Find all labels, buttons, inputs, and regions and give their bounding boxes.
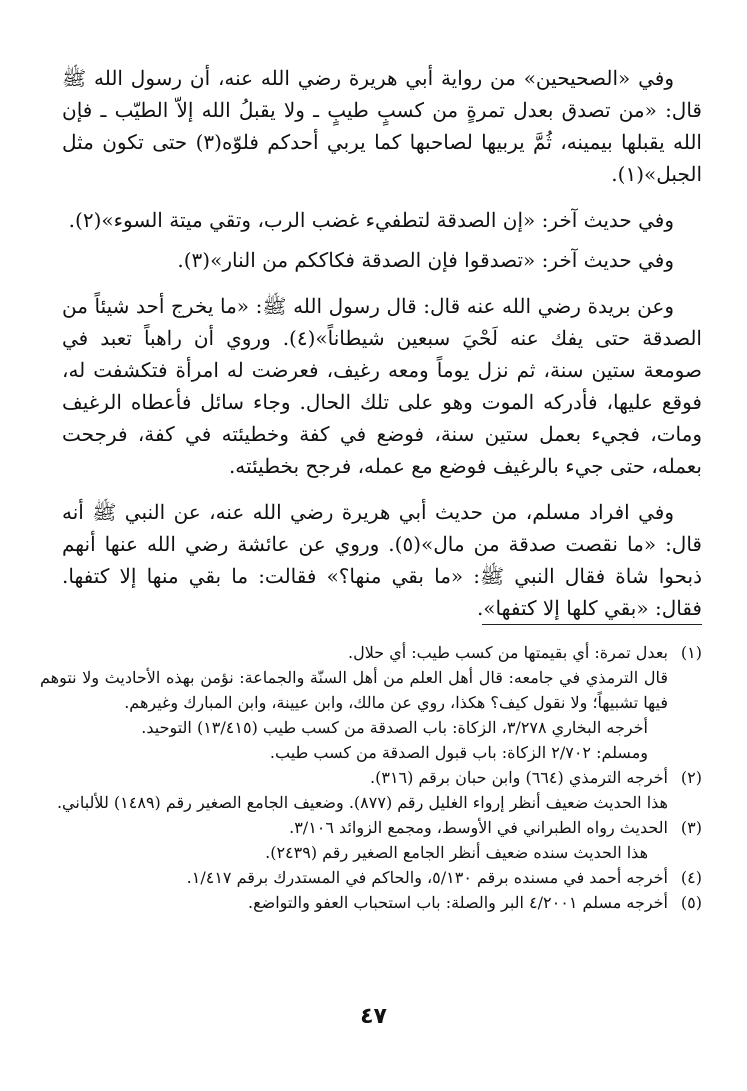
paragraph-sahihayn: وفي «الصحيحين» من رواية أبي هريرة رضي الله عنه، أن رسول الله ﷺ قال: «من تصدق بعدل تمرةٍ من كسبٍ طيبٍ ـ ولا يقبلُ الله إلاّ الطيّب ـ فإن الله يقبلها بيمينه، ثُمَّ يربيها لصاحبها كما يربي أحدكم فلوّه(٣) حتى تكون مثل الجبل»(١).	[62, 66, 702, 186]
footnote-1-tirmidhi: قال الترمذي في جامعه: قال أهل العلم من أهل السنّة والجماعة: نؤمن بهذه الأحاديث ولا نتوهم فيها تشبيهاً؛ ولا نقول كيف؟ هكذا، روي عن مالك، وابن عيينة، وابن المبارك وغيرهم.	[40, 668, 668, 712]
footnote-1-muslim: ومسلم: ٢/٧٠٢ الزكاة: باب قبول الصدقة من كسب طيب.	[269, 743, 648, 762]
footnote-3-grading: هذا الحديث سنده ضعيف أنظر الجامع الصغير رقم (٢٤٣٩).	[265, 843, 648, 862]
paragraph-hadith-ghadab: وفي حديث آخر: «إن الصدقة لتطفيء غضب الرب، وتقي ميتة السوء»(٢).	[68, 208, 674, 232]
footnote-3	[40, 815, 702, 840]
footnote-number: (١)	[680, 643, 702, 662]
footnote-text: الحديث رواه الطبراني في الأوسط، ومجمع الزوائد ٣/١٠٦.	[289, 818, 668, 837]
footnote-4	[40, 865, 702, 890]
footnote-text: أخرجه الترمذي (٦٦٤) وابن حبان برقم (٣١٦).	[370, 768, 668, 787]
footnotes	[40, 640, 702, 915]
footnote-text: بعدل تمرة: أي بقيمتها من كسب طيب: أي حلال.	[348, 643, 668, 662]
footnote-number: (٣)	[680, 818, 702, 837]
paragraph-hadith-fikak: وفي حديث آخر: «تصدقوا فإن الصدقة فكاككم من النار»(٣).	[177, 248, 674, 272]
footnote-1	[40, 640, 702, 665]
footnote-number: (٢)	[680, 768, 702, 787]
footnote-text: أخرجه أحمد في مسنده برقم ٥/١٣٠، والحاكم في المستدرك برقم ١/٤١٧.	[186, 868, 668, 887]
footnote-2	[40, 765, 702, 790]
footnote-text: أخرجه مسلم ٤/٢٠٠١ البر والصلة: باب استحباب العفو والتواضع.	[248, 893, 668, 912]
footnote-2-grading: هذا الحديث ضعيف أنظر إرواء الغليل رقم (٨٧٧). وضعيف الجامع الصغير رقم (١٤٨٩) للألباني.	[56, 793, 668, 812]
paragraph-buraydah: وعن بريدة رضي الله عنه قال: قال رسول الله ﷺ: «ما يخرج أحد شيئاً من الصدقة حتى يفك عنه لَحْيَ سبعين شيطاناً»(٤). وروي أن راهباً تعبد في صومعة ستين سنة، ثم نزل يوماً ومعه رغيف، فعرضت له امرأة فتكشفت له، فوقع عليها، فأدركه الموت وهو على تلك الحال. وجاء سائل فأعطاه الرغيف ومات، فجيء بعمل ستين سنة، فوضع في كفة وخطيئته في كفة، فرجحت بعمله، حتى جيء بالرغيف فوضع مع عمله، فرجح بخطيئته.	[62, 294, 702, 478]
footnote-1-bukhari: أخرجه البخاري ٣/٢٧٨، الزكاة: باب الصدقة من كسب طيب (١٣/٤١٥) التوحيد.	[141, 718, 648, 737]
footnote-divider	[482, 624, 702, 625]
footnote-number: (٥)	[680, 893, 702, 912]
footnote-5	[40, 890, 702, 915]
footnote-number: (٤)	[680, 868, 702, 887]
paragraph-muslim: وفي افراد مسلم، من حديث أبي هريرة رضي الله عنه، عن النبي ﷺ أنه قال: «ما نقصت صدقة من مال»(٥). وروي عن عائشة رضي الله عنها أنهم ذبحوا شاة فقال النبي ﷺ: «ما بقي منها؟» فقالت: ما بقي منها إلا كتفها. فقال: «بقي كلها إلا كتفها».	[62, 500, 702, 620]
main-text	[62, 62, 702, 638]
page-number: ٤٧	[360, 1004, 387, 1029]
